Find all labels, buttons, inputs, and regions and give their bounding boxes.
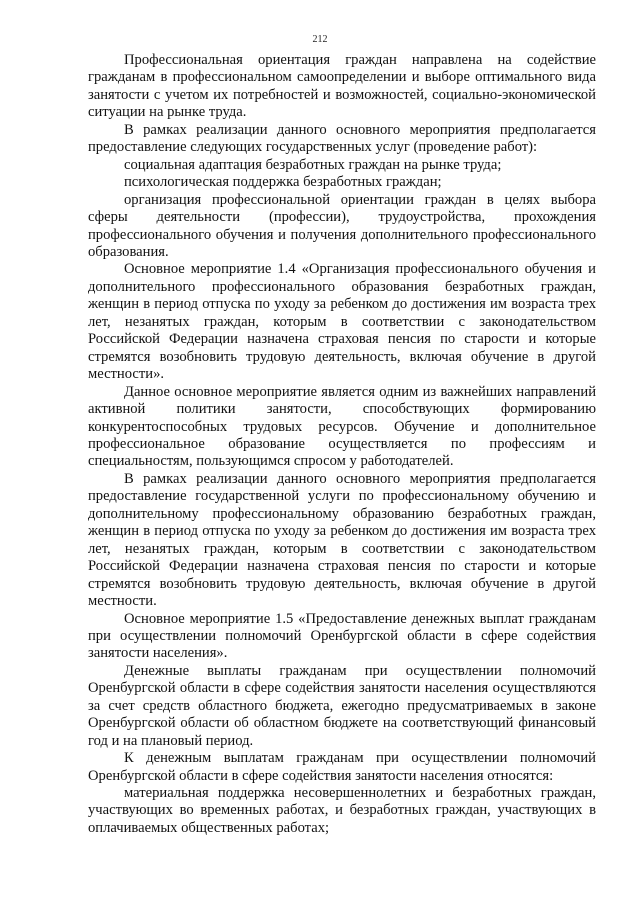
paragraph-5: организация профессиональной ориентации граждан в целях выбора сферы деятельности (профессии), трудоустройства, прохождения профессионального обучения и получения дополнительного профессионального образования. xyxy=(88,191,596,260)
paragraph-3: социальная адаптация безработных граждан на рынке труда; xyxy=(124,156,502,173)
paragraph-2: В рамках реализации данного основного мероприятия предполагается предоставление следующих государственных услуг (проведение работ): xyxy=(88,121,596,156)
page-number: 212 xyxy=(312,34,328,45)
page-body xyxy=(88,52,596,837)
paragraph-6: Основное мероприятие 1.4 «Организация профессионального обучения и дополнительного профессионального образования безработных граждан, женщин в период отпуска по уходу за ребенком до достижения им возраста трех лет, незанятых граждан, которым в соответствии с законодательством Российской Федерации назначена страховая пенсия по старости и которые стремятся возобновить трудовую деятельность, включая обучение в другой местности». xyxy=(88,261,596,383)
paragraph-11: К денежным выплатам гражданам при осуществлении полномочий Оренбургской области в сфере содействия занятости населения относятся: xyxy=(88,750,596,784)
paragraph-8: В рамках реализации данного основного мероприятия предполагается предоставление государственной услуги по профессиональному обучению и дополнительному профессиональному образованию безработных граждан, женщин в период отпуска по уходу за ребенком до достижения им возраста трех лет, незанятых граждан, которым в соответствии с законодательством Российской Федерации назначена страховая пенсия по старости и которые стремятся возобновить трудовую деятельность, включая обучение в другой местности. xyxy=(88,470,596,610)
paragraph-9: Основное мероприятие 1.5 «Предоставление денежных выплат гражданам при осуществлении полномочий Оренбургской области в сфере содействия занятости населения». xyxy=(88,610,596,662)
paragraph-4: психологическая поддержка безработных граждан; xyxy=(124,174,442,191)
paragraph-10: Денежные выплаты гражданам при осуществлении полномочий Оренбургской области в сфере содействия занятости населения осуществляются за счет средств областного бюджета, ежегодно предусматриваемых в законе Оренбургской области об областном бюджете на соответствующий финансовый год и на плановый период. xyxy=(88,662,596,749)
paragraph-12: материальная поддержка несовершеннолетних и безработных граждан, участвующих во временных работах, и безработных граждан, участвующих в оплачиваемых общественных работах; xyxy=(88,785,596,836)
paragraph-1: Профессиональная ориентация граждан направлена на содействие гражданам в профессиональном самоопределении и выборе оптимального вида занятости с учетом их потребностей и возможностей, социально-экономической ситуации на рынке труда. xyxy=(88,52,596,121)
paragraph-7: Данное основное мероприятие является одним из важнейших направлений активной политики занятости, способствующих формированию конкурентоспособных трудовых ресурсов. Обучение и дополнительное профессиональное образование осуществляется по профессиям и специальностям, пользующимся спросом у работодателей. xyxy=(88,383,596,470)
